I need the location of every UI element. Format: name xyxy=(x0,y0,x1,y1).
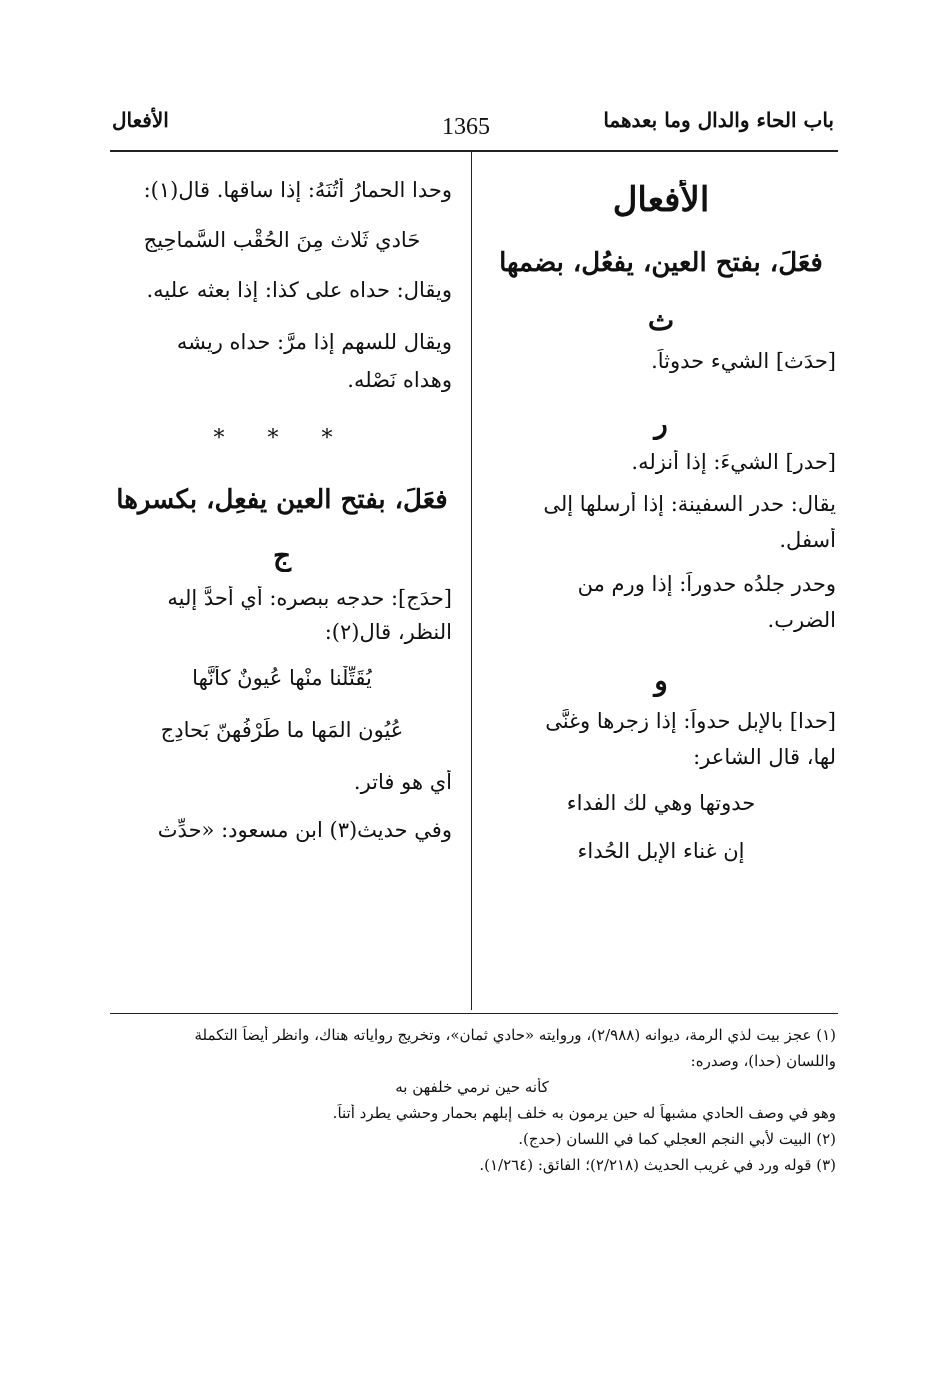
letter-heading-tha: ث xyxy=(647,304,675,337)
footnote-2: (٢) البيت لأبي النجم العجلي كما في اللسان (حدج). xyxy=(518,1130,836,1148)
column-divider xyxy=(471,152,472,1010)
footnote-text: واللسان (حدا)، وصدره: xyxy=(690,1052,836,1070)
footnote-text: وهو في وصف الحادي مشبهاً له حين يرمون به خلف إبلهم بحمار وحشي يطرد أُتناً. xyxy=(332,1104,836,1122)
entry-text: ويقال: حداه على كذا: إذا بعثه عليه. xyxy=(146,278,452,302)
entry-text: أي هو فاتر. xyxy=(353,770,452,794)
verse-line: إن غناء الإبل الحُداء xyxy=(577,839,745,863)
entry-hadar: [حدر] الشيءَ: إذا أنزله. xyxy=(631,450,836,474)
footnote-3: (٣) قوله ورد في غريب الحديث (٢/٢١٨)؛ الفائق: (١/٢٦٤). xyxy=(479,1156,836,1174)
entry-hada: [حدا] بالإبل حدواً: إذا زجرها وغنَّى xyxy=(545,709,836,733)
header-rule xyxy=(110,150,838,152)
verse-line: يُقَتِّلْنا منْها عُيونٌ كأنَّها xyxy=(192,666,372,690)
entry-hadaj: [حدَج]: حدجه ببصره: أي أحدَّ إليه xyxy=(167,586,452,610)
entry-text: النظر، قال(٢): xyxy=(324,620,452,644)
letter-heading-ra: ر xyxy=(654,407,668,440)
entry-text: وفي حديث(٣) ابن مسعود: «حدِّث xyxy=(157,818,452,842)
verse-line: حدوتها وهي لك الفداء xyxy=(566,791,756,815)
entry-text: أسفل. xyxy=(779,528,836,552)
letter-heading-jim: ج xyxy=(272,539,292,572)
entry-text: يقال: حدر السفينة: إذا أرسلها إلى xyxy=(543,492,836,516)
footnote-verse: كأنه حين نرمي خلفهن به xyxy=(395,1078,549,1096)
entry-text: وحدا الحمارُ أُتُنَهُ: إذا ساقها. قال(١): xyxy=(143,178,452,202)
section-separator: * * * xyxy=(213,426,351,451)
entry-text: لها، قال الشاعر: xyxy=(693,745,836,769)
entry-hadath: [حدَث] الشيء حدوثاً. xyxy=(651,349,836,373)
footnote-rule xyxy=(110,1013,838,1014)
section-title: الأفعال xyxy=(612,180,710,220)
running-header-right: باب الحاء والدال وما بعدهما xyxy=(603,108,834,132)
verse-line: عُيُون المَها ما طَرْفُهنّ بَحادِجِ xyxy=(160,718,404,742)
running-header-left: الأفعال xyxy=(112,108,169,132)
entry-text: ويقال للسهم إذا مرَّ: حداه ريشه xyxy=(176,330,452,354)
entry-text: الضرب. xyxy=(767,608,836,632)
footnotes xyxy=(108,1026,836,1174)
left-column xyxy=(112,160,452,842)
page-number: 1365 xyxy=(442,114,490,140)
verse-line: حَادي ثَلاث مِنَ الحُقْب السَّماحِيج xyxy=(143,228,421,252)
entry-text: وحدر جلدُه حدوراً: إذا ورم من xyxy=(577,572,836,596)
section-heading: فعَلَ، بفتح العين يفعِل، بكسرها xyxy=(116,485,448,515)
footnote-1: (١) عجز بيت لذي الرمة، ديوانه (٢/٩٨٨)، وروايته «حادي ثمان»، وتخريج رواياته هناك، وانظر أيضاً التكملة xyxy=(194,1026,836,1044)
right-column xyxy=(486,160,836,863)
entry-text: وهداه نَصْله. xyxy=(347,368,452,392)
letter-heading-waw: و xyxy=(654,664,668,697)
section-heading: فعَلَ، بفتح العين، يفعُل، بضمها xyxy=(499,248,823,278)
